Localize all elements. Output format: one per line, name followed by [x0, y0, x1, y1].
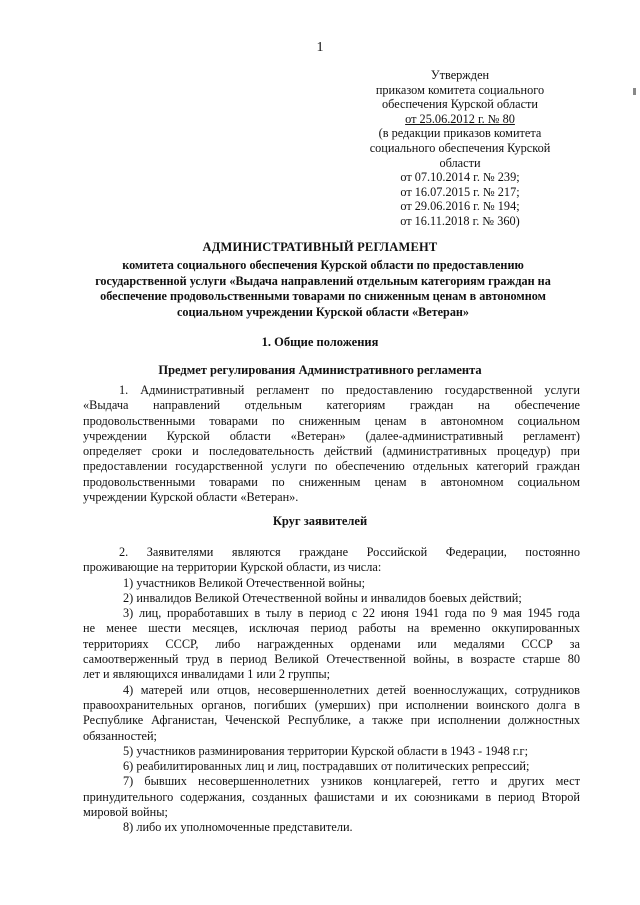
approval-line: социального обеспечения Курской — [369, 140, 551, 155]
text-line: продовольственными товарами по сниженным ценам в автономном социальном — [83, 474, 580, 489]
document-title: АДМИНИСТРАТИВНЫЙ РЕГЛАМЕНТ — [202, 240, 438, 254]
approval-line: (в редакции приказов комитета — [378, 126, 542, 141]
text-line: учреждении Курской области «Ветеран». — [83, 490, 299, 505]
paragraph-1 — [83, 383, 580, 505]
text-line: мировой войны; — [83, 805, 168, 820]
document-subtitle — [78, 258, 568, 320]
list-item: 1) участников Великой Отечественной войны; — [123, 575, 366, 590]
text-line: 2. Заявителями являются граждане Российской Федерации, постоянно — [119, 545, 580, 559]
subtitle-line: комитета социального обеспечения Курской области по предоставлению — [122, 258, 524, 272]
list-item: 8) либо их уполномоченные представители. — [123, 820, 353, 835]
text-line: учреждении Курской области «Ветеран» (далее-административный регламент) — [83, 428, 580, 443]
list-item: 6) реабилитированных лиц и лиц, пострадавших от политических репрессий; — [123, 759, 530, 774]
text-line: обязанностей; — [83, 728, 157, 743]
paragraph-2 — [83, 545, 580, 836]
approval-line: приказом комитета социального — [375, 82, 545, 97]
text-line: 1. Административный регламент по предоставлению государственной услуги — [119, 383, 580, 397]
approval-line: обеспечения Курской области — [381, 97, 539, 112]
text-line: принудительного содержания, созданных фашистами и их союзниками в период Второй — [83, 789, 580, 804]
list-item: 3) лиц, проработавших в тылу в период с 22 июня 1941 года по 9 мая 1945 года — [123, 606, 580, 621]
approval-line: области — [439, 155, 481, 170]
text-line: правоохранительных органов, погибших (умерших) при исполнении воинского долга в — [83, 697, 580, 712]
margin-mark — [633, 88, 636, 95]
page-number: 1 — [316, 40, 324, 55]
text-line: Республике Афганистан, Чеченской Республике, а также при исполнении должностных — [83, 713, 580, 728]
applicants-heading: Круг заявителей — [272, 514, 368, 528]
approval-line: от 29.06.2016 г. № 194; — [400, 199, 520, 214]
text-line: «Выдача направлений отдельным категориям граждан на обеспечение — [83, 398, 580, 413]
list-item: 4) матерей или отцов, несовершеннолетних детей военнослужащих, сотрудников — [123, 682, 580, 697]
list-item: 5) участников разминирования территории Курской области в 1943 - 1948 г.г; — [123, 743, 528, 758]
approval-line: от 16.11.2018 г. № 360) — [400, 213, 520, 228]
list-item: 2) инвалидов Великой Отечественной войны и инвалидов боевых действий; — [123, 590, 522, 605]
text-line: проживающие на территории Курской области, из числа: — [83, 560, 382, 575]
text-line: территориях СССР, либо награжденных орденами или медалями СССР за — [83, 636, 580, 651]
list-item: 7) бывших несовершеннолетних узников концлагерей, гетто и других мест — [123, 774, 580, 789]
section-heading: 1. Общие положения — [261, 335, 379, 349]
subtitle-line: социальном учреждении Курской области «Ветеран» — [176, 304, 470, 319]
approval-line: от 16.07.2015 г. № 217; — [400, 184, 520, 199]
text-line: определяет сроки и последовательность действий (административных процедур) при — [83, 444, 580, 459]
subsection-heading: Предмет регулирования Административного регламента — [158, 363, 482, 377]
approval-order-date: от 25.06.2012 г. № 80 — [405, 111, 515, 126]
text-line: предоставлении государственной услуги по обеспечению отдельных категорий граждан — [83, 459, 580, 474]
text-line: лет и являющихся инвалидами 1 или 2 группы; — [83, 667, 331, 682]
text-line: продовольственными товарами по сниженным ценам в автономном социальном — [83, 413, 580, 428]
approval-line: Утвержден — [430, 68, 490, 82]
approval-block — [350, 68, 570, 229]
text-line: самоотверженный труд в период Великой Отечественной войны, в возрасте старше 80 — [83, 652, 580, 667]
subtitle-line: обеспечение продовольственными товарами по сниженным ценам в автономном — [100, 289, 546, 303]
subtitle-line: государственной услуги «Выдача направлений отдельным категориям граждан на — [95, 273, 551, 288]
approval-line: от 07.10.2014 г. № 239; — [400, 170, 520, 185]
text-line: не менее шести месяцев, исключая период работы на временно оккупированных — [83, 621, 580, 636]
